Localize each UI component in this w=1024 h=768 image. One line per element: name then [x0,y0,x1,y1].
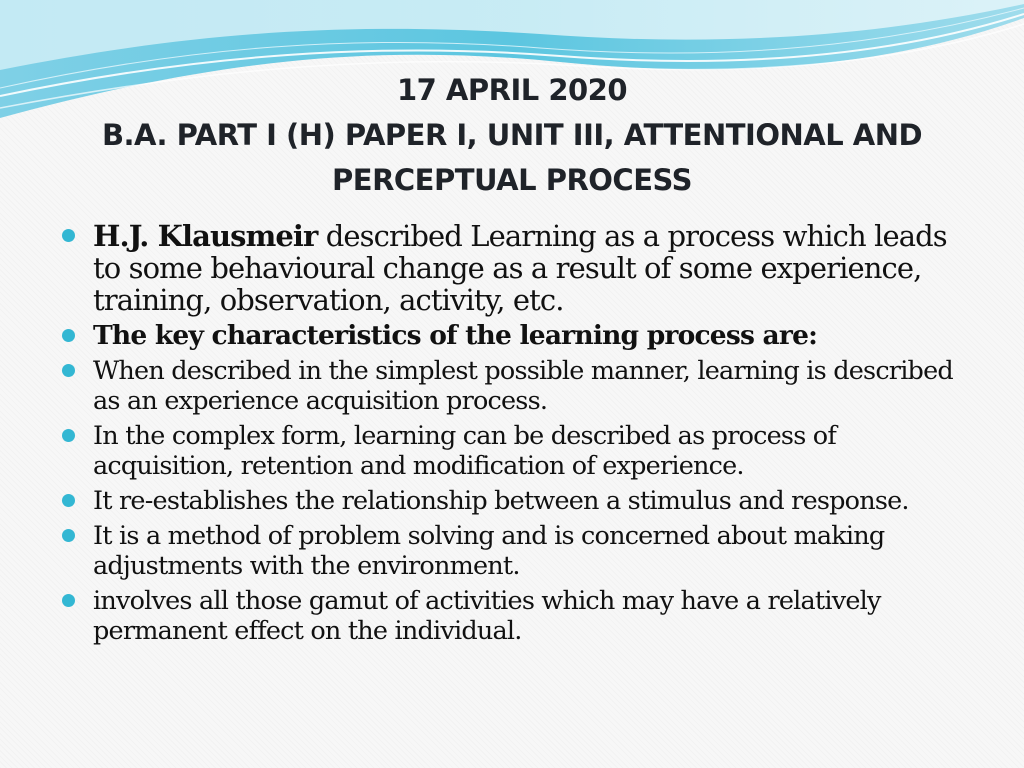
bullet-item-permanent-effect [62,586,982,646]
bullet-text: described Learning as a process which leads to some behavioural change as a result of some experience, training, observation, activity, etc. [93,219,947,317]
bullet-item-definition [62,220,982,316]
bullet-text: It re-establishes the relationship between a stimulus and response. [93,486,909,516]
bullet-dot-icon [62,329,75,342]
bullet-dot-icon [62,529,75,542]
bullet-text: In the complex form, learning can be described as process of acquisition, retention and modification of experience. [93,421,836,481]
title-date: 17 APRIL 2020 [396,73,628,107]
bullet-item-simplest [62,356,982,416]
author-name: H.J. Klausmeir [93,219,318,253]
bullet-dot-icon [62,364,75,377]
bullet-dot-icon [62,429,75,442]
bullet-dot-icon [62,594,75,607]
bullet-list [62,220,982,651]
bullet-item-stimulus [62,486,982,516]
bullet-text: involves all those gamut of activities which may have a relatively permanent effect on the individual. [93,586,881,646]
bullet-text: When described in the simplest possible manner, learning is described as an experience acquisition process. [93,356,953,416]
bullet-heading: The key characteristics of the learning process are: [93,320,818,351]
bullet-item-key-characteristics [62,321,982,351]
bullet-item-complex [62,421,982,481]
bullet-item-problem-solving [62,521,982,581]
title-course: B.A. PART I (H) PAPER I, UNIT III, ATTENTIONAL AND [101,118,923,152]
slide-title [60,68,964,203]
title-topic: PERCEPTUAL PROCESS [332,163,692,197]
bullet-text: It is a method of problem solving and is concerned about making adjustments with the environment. [93,521,885,581]
bullet-dot-icon [62,229,75,242]
bullet-dot-icon [62,494,75,507]
